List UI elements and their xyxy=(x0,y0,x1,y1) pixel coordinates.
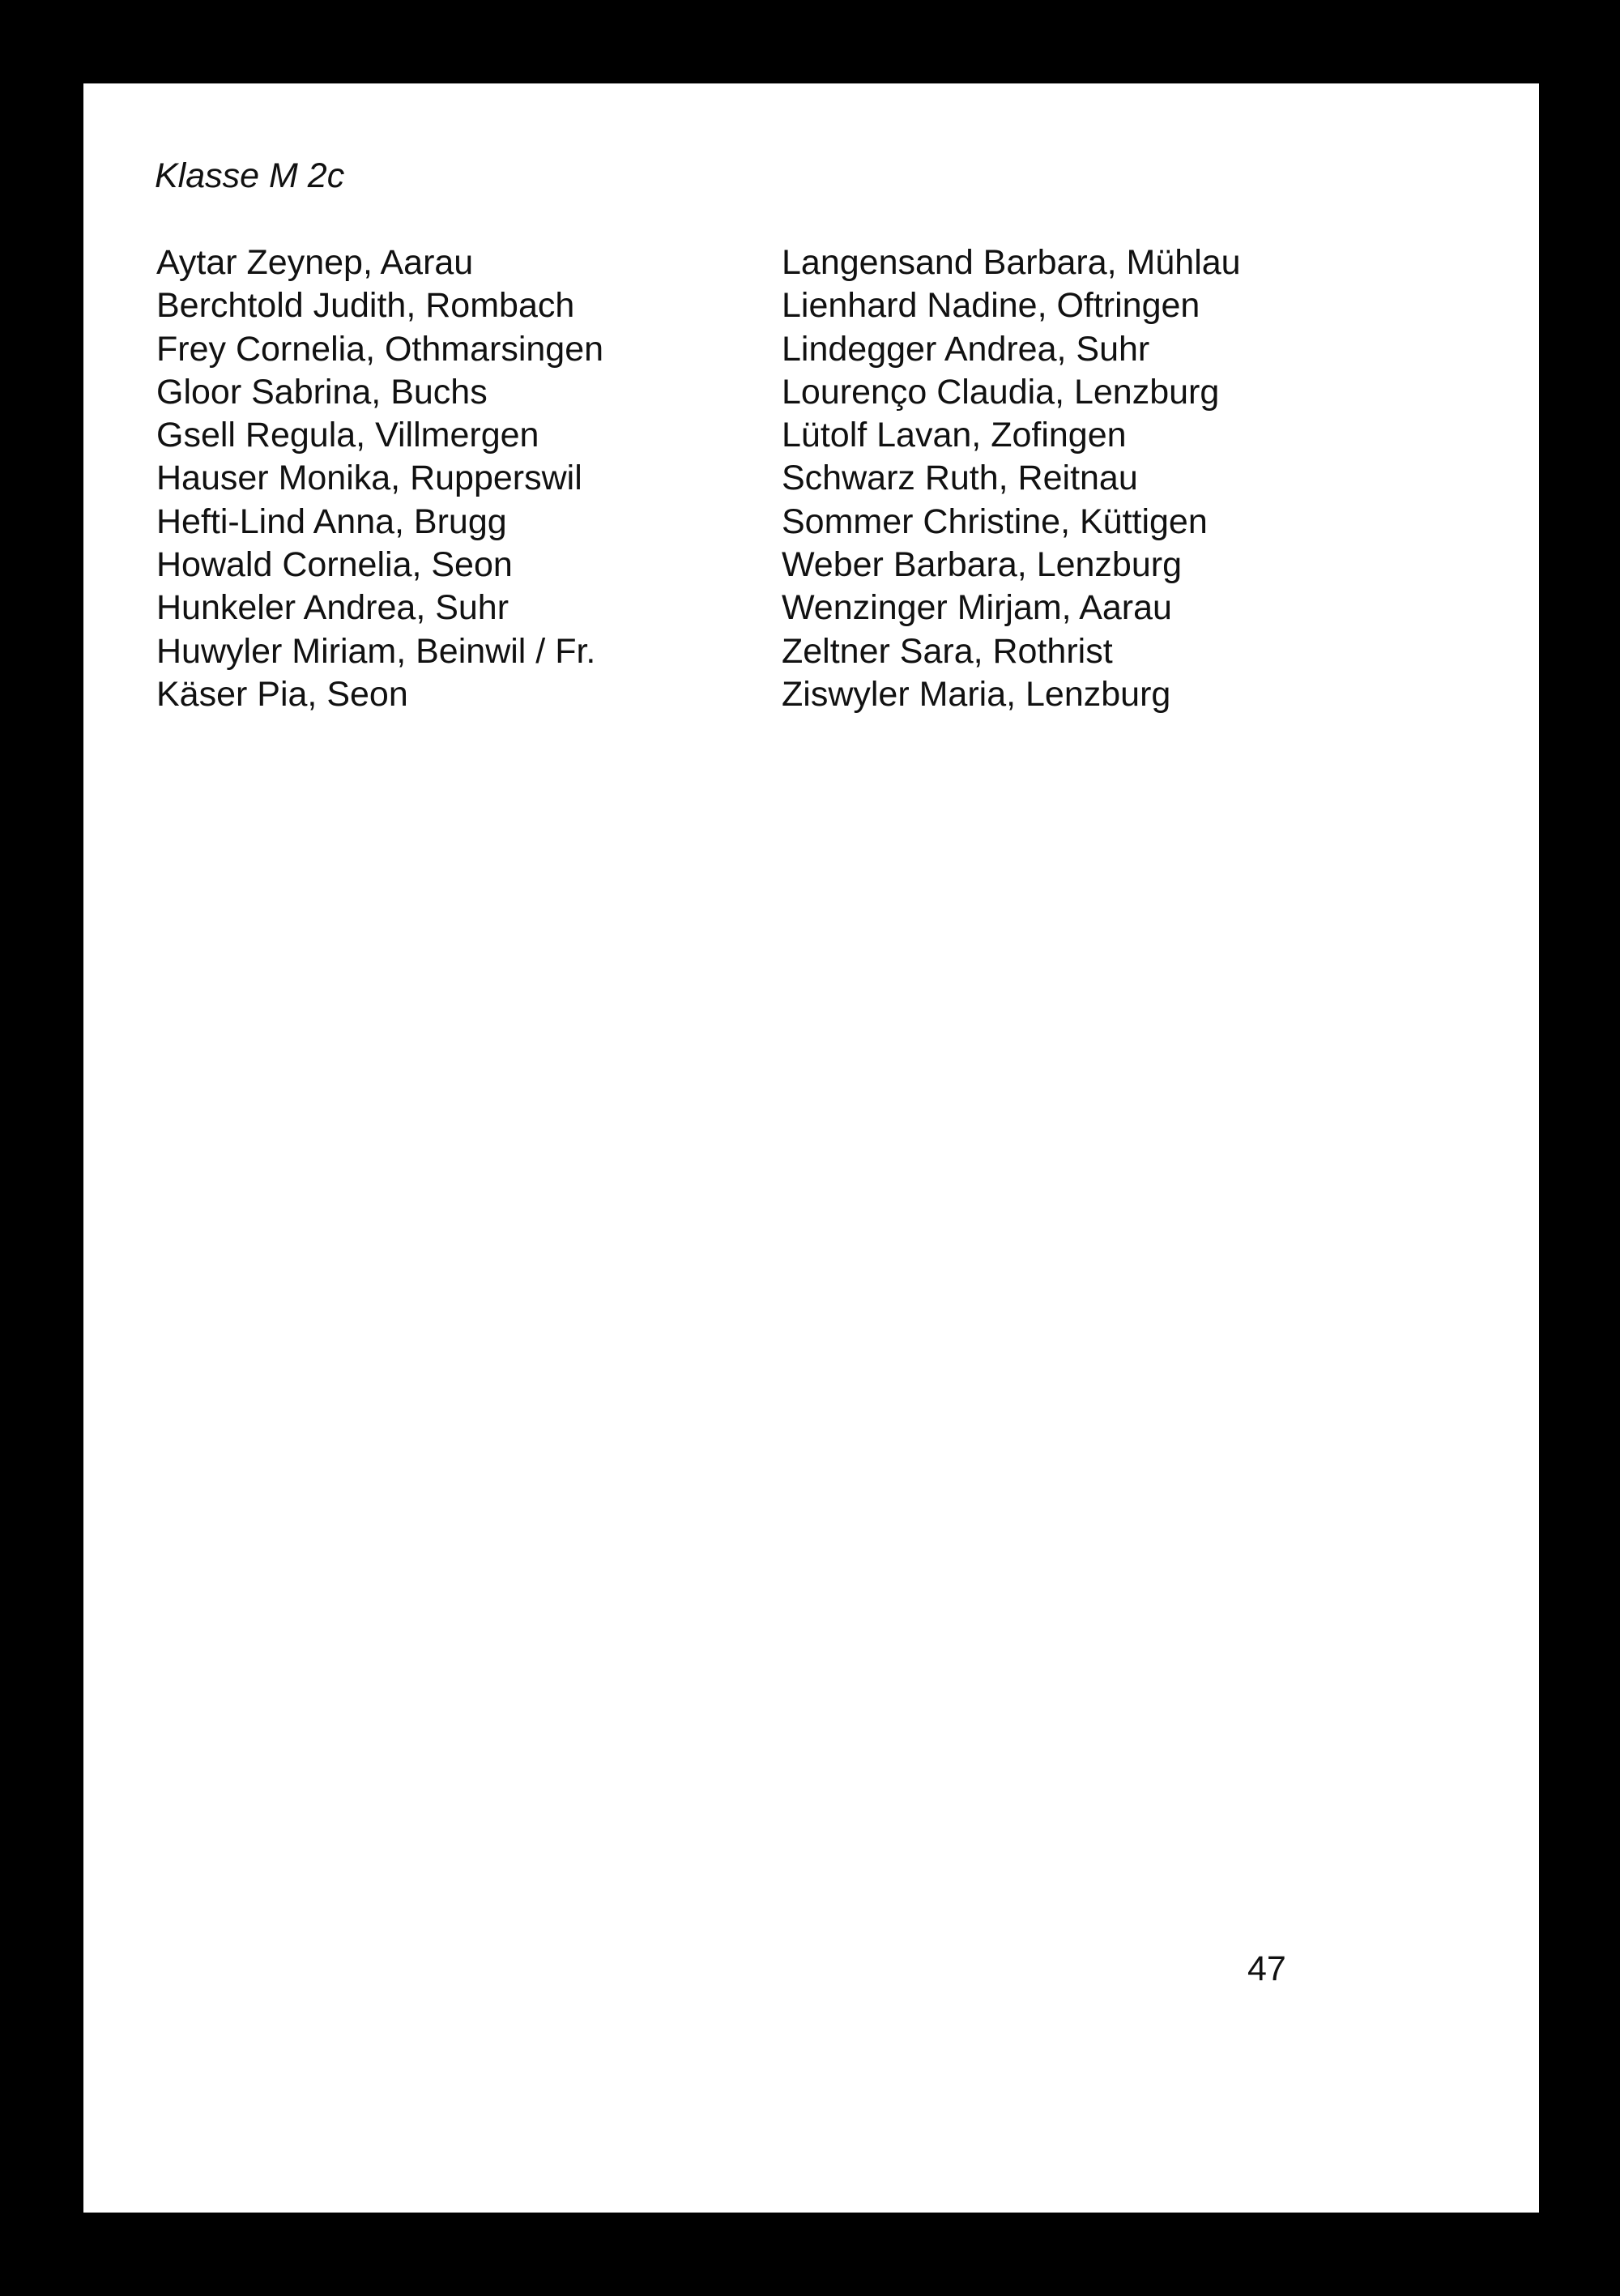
list-item: Schwarz Ruth, Reitnau xyxy=(782,459,1138,498)
class-heading: Klasse M 2c xyxy=(155,156,345,195)
page-number: 47 xyxy=(1247,1949,1286,1988)
list-item: Wenzinger Mirjam, Aarau xyxy=(782,588,1172,628)
list-item: Lütolf Lavan, Zofingen xyxy=(782,416,1127,455)
student-list-right xyxy=(782,241,1241,716)
list-item: Berchtold Judith, Rombach xyxy=(156,286,575,326)
list-item: Hauser Monika, Rupperswil xyxy=(156,459,582,498)
list-item: Huwyler Miriam, Beinwil / Fr. xyxy=(156,631,596,671)
list-item: Howald Cornelia, Seon xyxy=(156,545,513,585)
list-item: Frey Cornelia, Othmarsingen xyxy=(156,329,604,369)
list-item: Langensand Barbara, Mühlau xyxy=(782,243,1241,282)
list-item: Weber Barbara, Lenzburg xyxy=(782,545,1182,585)
list-item: Gloor Sabrina, Buchs xyxy=(156,372,488,412)
list-item: Hefti-Lind Anna, Brugg xyxy=(156,501,507,541)
list-item: Zeltner Sara, Rothrist xyxy=(782,631,1113,671)
list-item: Aytar Zeynep, Aarau xyxy=(156,243,474,282)
list-item: Lindegger Andrea, Suhr xyxy=(782,329,1150,369)
list-item: Käser Pia, Seon xyxy=(156,674,408,714)
list-item: Sommer Christine, Küttigen xyxy=(782,501,1208,541)
list-item: Gsell Regula, Villmergen xyxy=(156,416,539,455)
list-item: Hunkeler Andrea, Suhr xyxy=(156,588,509,628)
list-item: Lienhard Nadine, Oftringen xyxy=(782,286,1200,326)
list-item: Lourenço Claudia, Lenzburg xyxy=(782,372,1220,412)
student-list-left xyxy=(156,241,603,716)
list-item: Ziswyler Maria, Lenzburg xyxy=(782,674,1171,714)
